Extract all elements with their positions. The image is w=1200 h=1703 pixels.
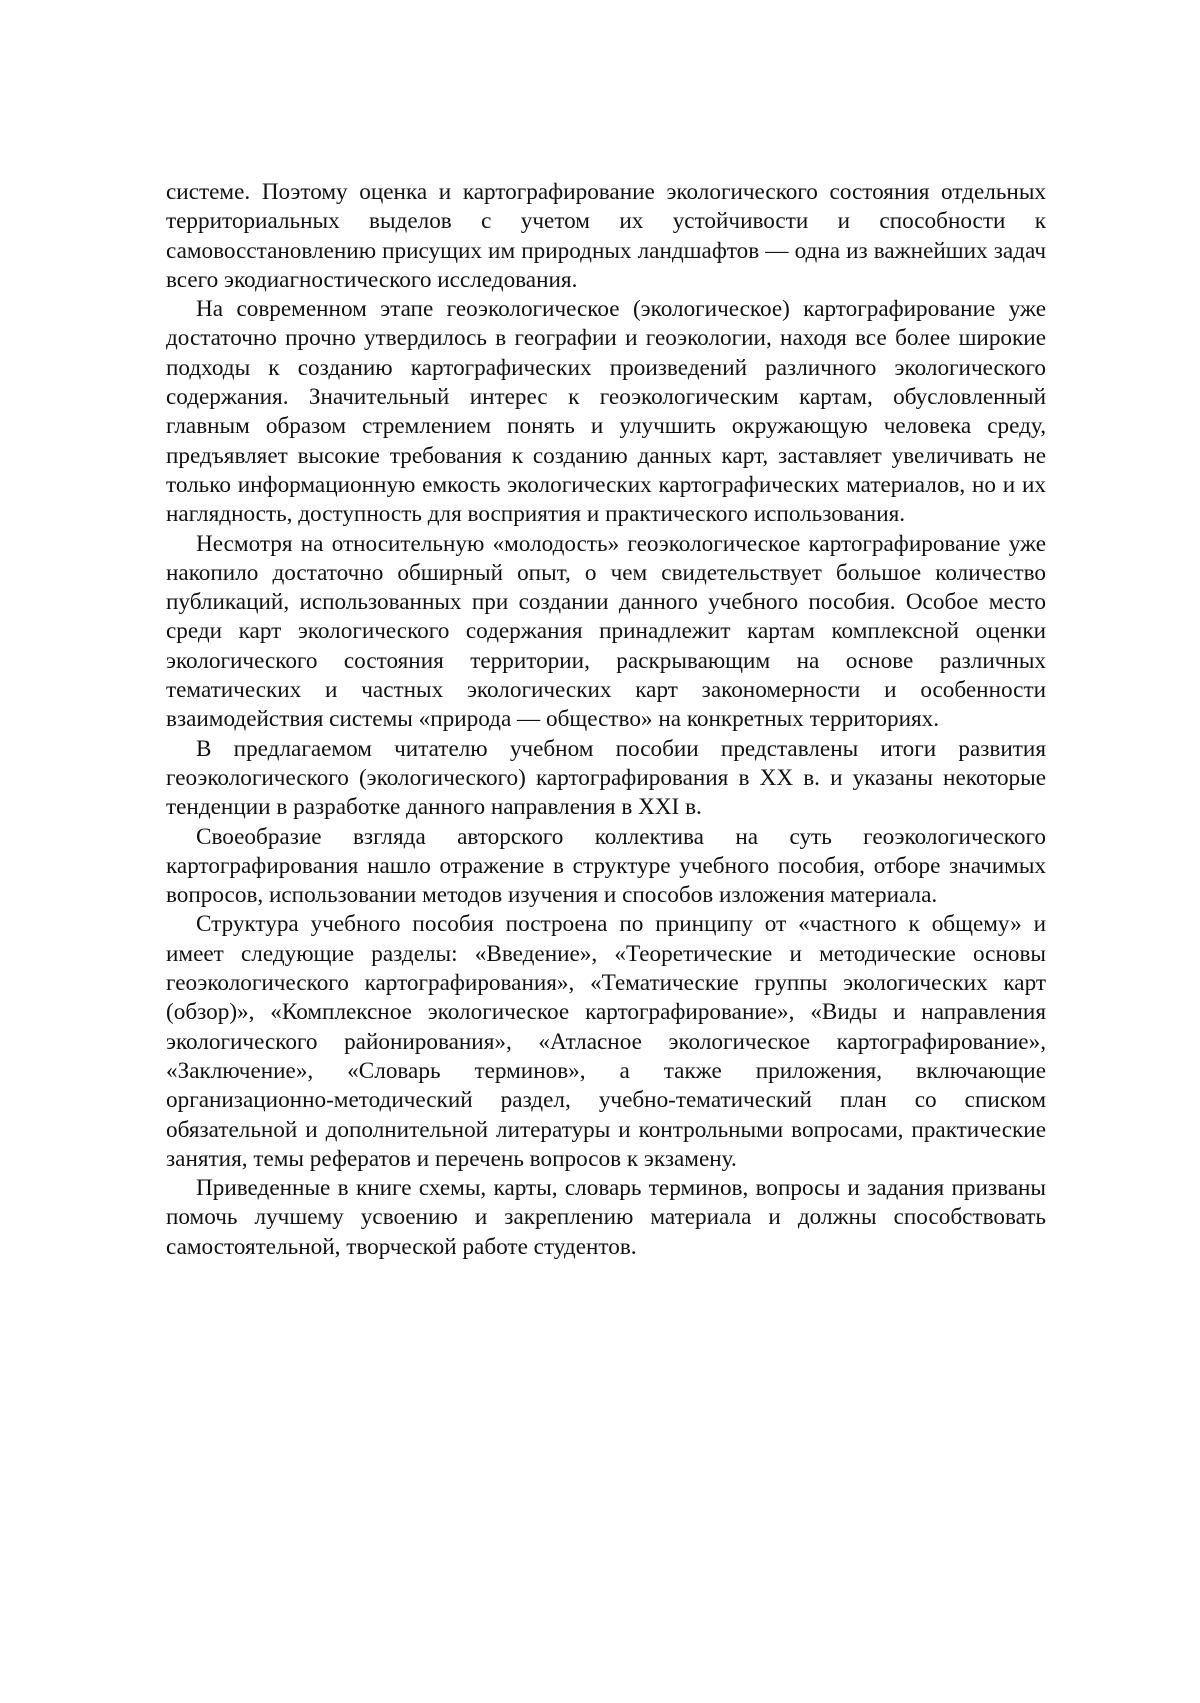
paragraph-2: На современном этапе геоэкологическое (экологическое) картографирование уже достаточно прочно утвердилось в географии и геоэкологии, находя все более широкие подходы к созданию картографических произведений различного экологического содержания. Значительный интерес к геоэкологическим картам, обусловленный главным образом стремлением понять и улучшить окружающую человека среду, предъявляет высокие требования к созданию данных карт, заставляет увеличивать не только информационную емкость экологических картографических материалов, но и их наглядность, доступность для восприятия и практического использования.: [166, 296, 1046, 528]
paragraph-4: В предлагаемом читателю учебном пособии представлены итоги развития геоэкологического (экологического) картографирования в XX в. и указаны некоторые тенденции в разработке данного направления в XXI в.: [166, 735, 1046, 821]
body-text: [166, 178, 1046, 1262]
paragraph-7: Приведенные в книге схемы, карты, словарь терминов, вопросы и задания призваны помочь лучшему усвоению и закреплению материала и должны способствовать самостоятельной, творческой работе студентов.: [166, 1175, 1046, 1260]
paragraph-1: системе. Поэтому оценка и картографирование экологического состояния отдельных территориальных выделов с учетом их устойчивости и способности к самовосстановлению присущих им природных ландшафтов — одна из важнейших задач всего экодиагностического исследования.: [166, 179, 1046, 293]
paragraph-6: Структура учебного пособия построена по принципу от «частного к общему» и имеет следующие разделы: «Введение», «Теоретические и методические основы геоэкологического картографирования», «Тематические группы экологических карт (обзор)», «Комплексное экологическое картографирование», «Виды и направления экологического районирования», «Атласное экологическое картографирование», «Заключение», «Словарь терминов», а также приложения, включающие организационно-методический раздел, учебно-тематический план со списком обязательной и дополнительной литературы и контрольными вопросами, практические занятия, темы рефератов и перечень вопросов к экзамену.: [166, 911, 1046, 1172]
paragraph-3: Несмотря на относительную «молодость» геоэкологическое картографирование уже накопило достаточно обширный опыт, о чем свидетельствует большое количество публикаций, использованных при создании данного учебного пособия. Особое место среди карт экологического содержания принадлежит картам комплексной оценки экологического состояния территории, раскрывающим на основе различных тематических и частных экологических карт закономерности и особенности взаимодействия системы «природа — общество» на конкретных территориях.: [166, 530, 1046, 733]
paragraph-5: Своеобразие взгляда авторского коллектива на суть геоэкологического картографирования нашло отражение в структуре учебного пособия, отборе значимых вопросов, использовании методов изучения и способов изложения материала.: [166, 823, 1046, 909]
